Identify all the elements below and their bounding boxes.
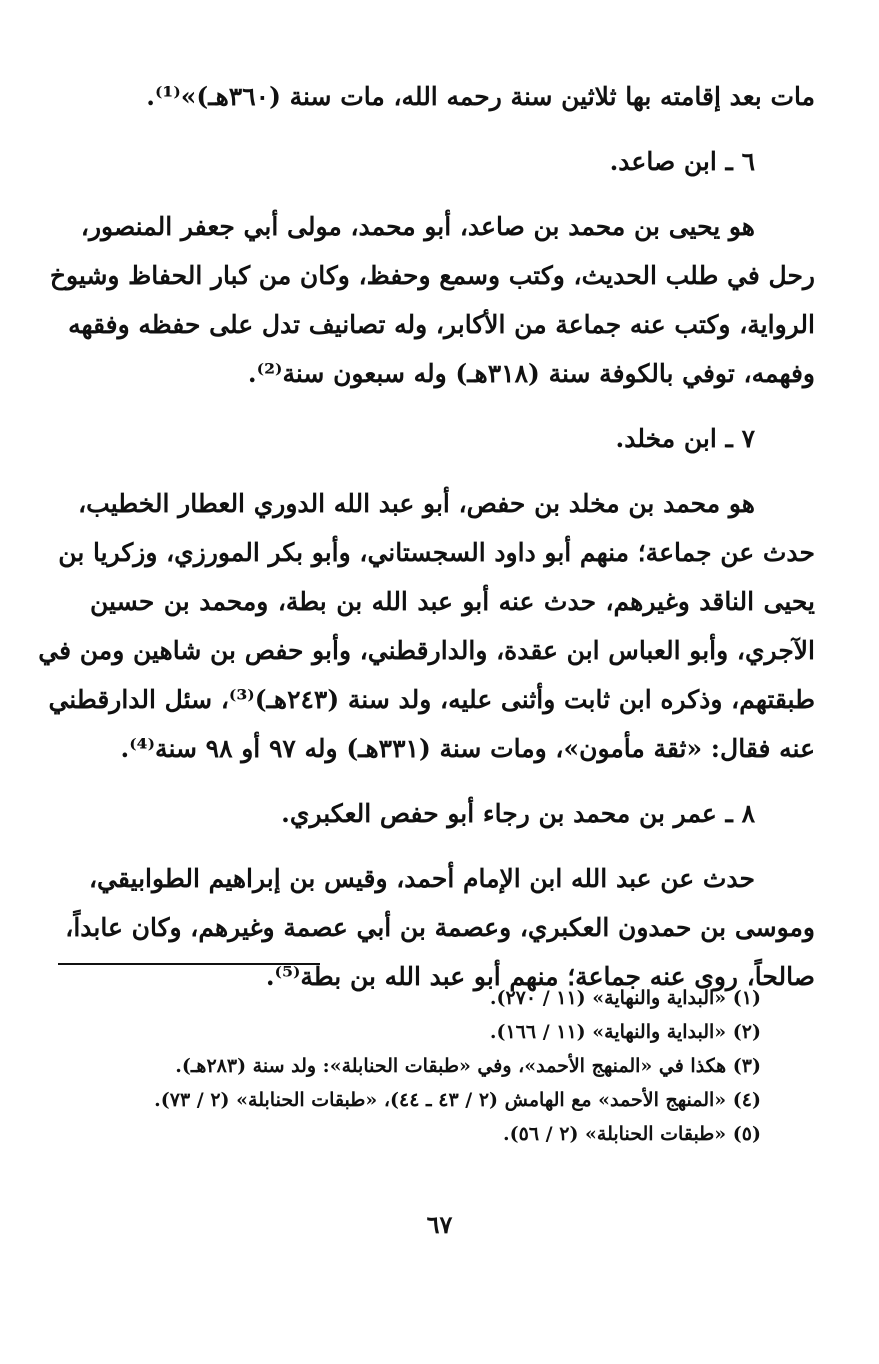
footnote: (٥) «طبقات الحنابلة» (٢ / ٥٦). xyxy=(503,1123,761,1145)
text-line: هو يحيى بن محمد بن صاعد، أبو محمد، مولى أبي جعفر المنصور، xyxy=(80,212,755,241)
text-line: الرواية، وكتب عنه جماعة من الأكابر، وله تصانيف تدل على حفظه وفقهه xyxy=(68,310,815,339)
text-line: يحيى الناقد وغيرهم، حدث عنه أبو عبد الله بن بطة، ومحمد بن حسين xyxy=(90,587,815,616)
text-line: طبقتهم، وذكره ابن ثابت وأثنى عليه، ولد سنة (٢٤٣هـ)⁽³⁾، سئل الدارقطني xyxy=(48,685,815,714)
footnote: (٣) هكذا في «المنهج الأحمد»، وفي «طبقات الحنابلة»: ولد سنة (٢٨٣هـ). xyxy=(175,1055,761,1077)
text-line: صالحاً، روى عنه جماعة؛ منهم أبو عبد الله بن بطة⁽⁵⁾. xyxy=(265,962,815,991)
footnote: (٤) «المنهج الأحمد» مع الهامش (٢ / ٤٣ ـ ٤٤)، «طبقات الحنابلة» (٢ / ٧٣). xyxy=(154,1089,761,1111)
entry-heading-umar-ibn-muhammad: ٨ ـ عمر بن محمد بن رجاء أبو حفص العكبري. xyxy=(281,799,755,828)
text-line: مات بعد إقامته بها ثلاثين سنة رحمه الله، مات سنة (٣٦٠هـ)»⁽¹⁾. xyxy=(146,82,815,111)
footnote: (٢) «البداية والنهاية» (١١ / ١٦٦). xyxy=(489,1021,761,1043)
footnote: (١) «البداية والنهاية» (١١ / ٢٧٠). xyxy=(489,987,761,1009)
main-text xyxy=(38,72,815,1001)
text-line: وموسى بن حمدون العكبري، وعصمة بن أبي عصمة وغيرهم، وكان عابداً، xyxy=(65,913,815,942)
footnote-divider xyxy=(58,963,320,965)
text-line: الآجري، وأبو العباس ابن عقدة، والدارقطني، وأبو حفص بن شاهين ومن في xyxy=(38,636,815,665)
entry-heading-ibn-makhlad: ٧ ـ ابن مخلد. xyxy=(615,424,755,453)
text-line: حدث عن جماعة؛ منهم أبو داود السجستاني، وأبو بكر المورزي، وزكريا بن xyxy=(58,538,815,567)
text-line: عنه فقال: «ثقة مأمون»، ومات سنة (٣٣١هـ) وله ٩٧ أو ٩٨ سنة⁽⁴⁾. xyxy=(120,734,815,763)
text-line: حدث عن عبد الله ابن الإمام أحمد، وقيس بن إبراهيم الطوابيقي، xyxy=(88,864,755,893)
page-number: ٦٧ xyxy=(426,1210,453,1239)
text-line: رحل في طلب الحديث، وكتب وسمع وحفظ، وكان من كبار الحفاظ وشيوخ xyxy=(49,261,815,290)
text-line: وفهمه، توفي بالكوفة سنة (٣١٨هـ) وله سبعون سنة⁽²⁾. xyxy=(247,359,815,388)
text-line: هو محمد بن مخلد بن حفص، أبو عبد الله الدوري العطار الخطيب، xyxy=(78,489,755,518)
entry-heading-ibn-saed: ٦ ـ ابن صاعد. xyxy=(609,147,755,176)
footnotes xyxy=(90,983,761,1153)
